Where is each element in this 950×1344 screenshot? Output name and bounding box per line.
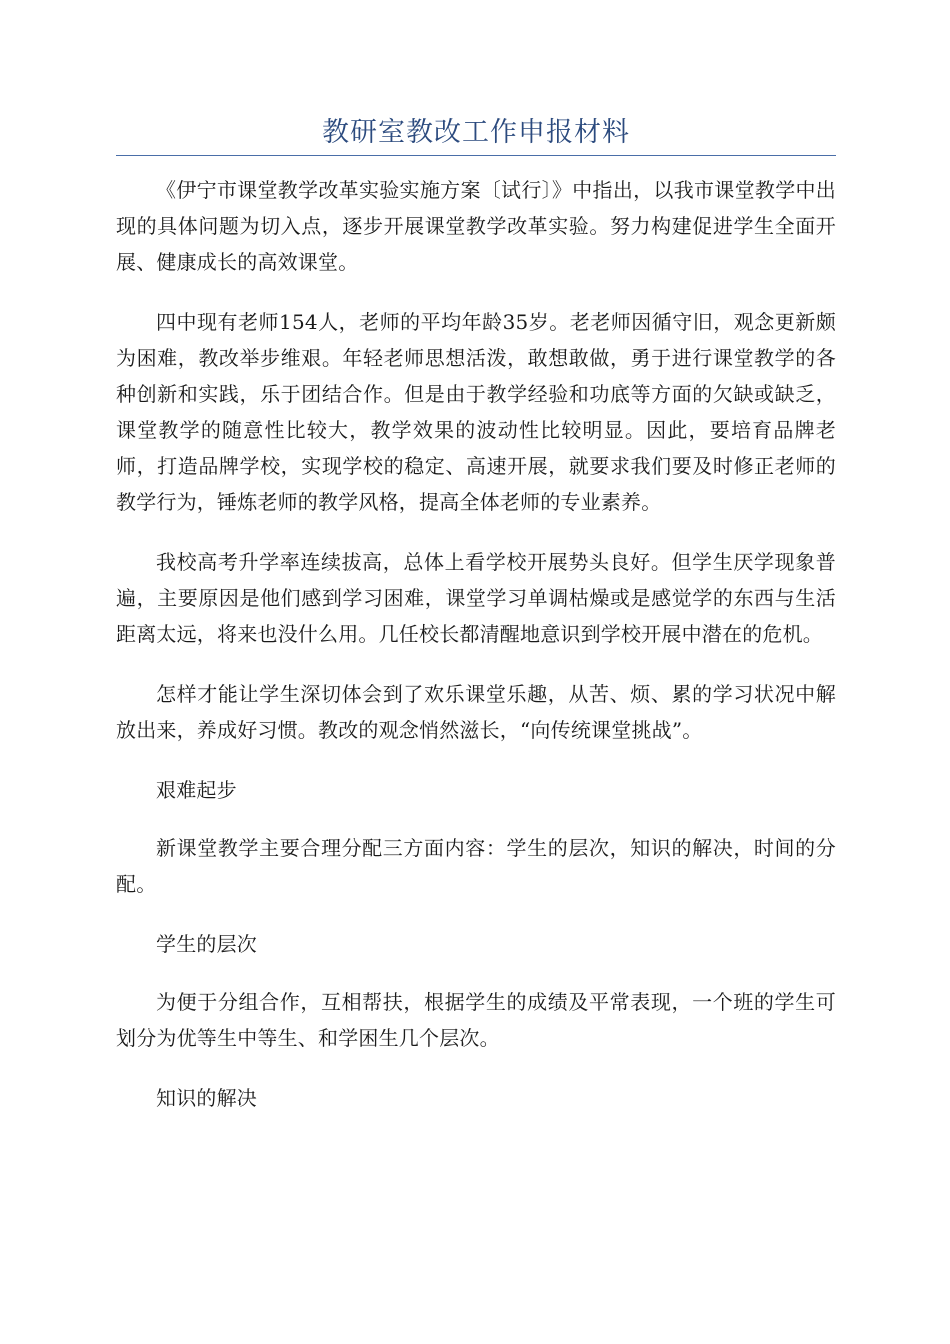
paragraph-reform-idea: 怎样才能让学生深切体会到了欢乐课堂乐趣，从苦、烦、累的学习状况中解放出来，养成好习惯。教改的观念悄然滋长，“向传统课堂挑战”。 [116, 682, 836, 742]
section-heading-start: 艰难起步 [156, 778, 237, 802]
section-heading-student-levels: 学生的层次 [156, 932, 257, 956]
paragraph-school-status: 我校高考升学率连续拔高，总体上看学校开展势头良好。但学生厌学现象普遍，主要原因是他们感到学习困难，课堂学习单调枯燥或是感觉学的东西与生活距离太远，将来也没什么用。几任校长都清醒地意识到学校开展中潜在的危机。 [116, 550, 836, 646]
document-body [116, 172, 836, 1138]
document-title: 教研室教改工作申报材料 [322, 117, 630, 148]
paragraph-intro: 《伊宁市课堂教学改革实验实施方案〔试行〕》中指出，以我市课堂教学中出现的具体问题为切入点，逐步开展课堂教学改革实验。努力构建促进学生全面开展、健康成长的高效课堂。 [116, 178, 836, 274]
title-underline [116, 155, 836, 156]
paragraph-teachers: 四中现有老师154人，老师的平均年龄35岁。老老师因循守旧，观念更新颇为困难，教改举步维艰。年轻老师思想活泼，敢想敢做，勇于进行课堂教学的各种创新和实践，乐于团结合作。但是由于教学经验和功底等方面的欠缺或缺乏，课堂教学的随意性比较大，教学效果的波动性比较明显。因此，要培育品牌老师，打造品牌学校，实现学校的稳定、高速开展，就要求我们要及时修正老师的教学行为，锤炼老师的教学风格，提高全体老师的专业素养。 [116, 310, 836, 514]
paragraph-three-aspects: 新课堂教学主要合理分配三方面内容：学生的层次，知识的解决，时间的分配。 [116, 836, 836, 896]
section-heading-knowledge: 知识的解决 [156, 1086, 257, 1110]
paragraph-student-levels: 为便于分组合作，互相帮扶，根据学生的成绩及平常表现，一个班的学生可划分为优等生中等生、和学困生几个层次。 [116, 990, 836, 1050]
